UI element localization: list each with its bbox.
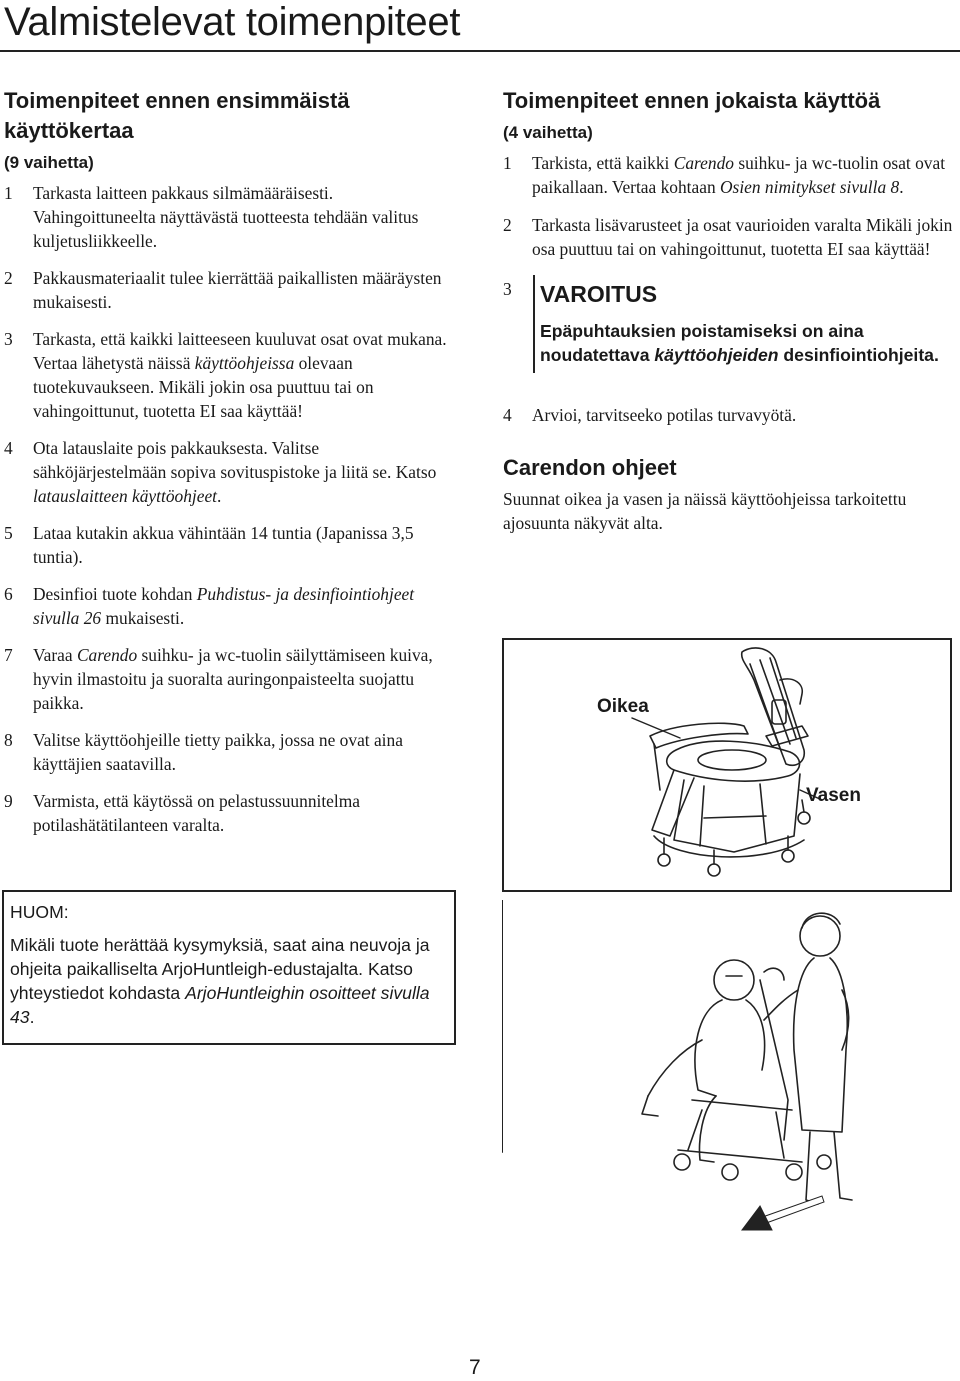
italic-ref: Carendo — [673, 153, 734, 173]
step-item — [4, 327, 456, 423]
step-text: Lataa kutakin akkua vähintään 14 tuntia (Japanissa 3,5 tuntia). — [33, 523, 414, 567]
step-number: 1 — [503, 153, 512, 173]
steps-count: (4 vaihetta) — [503, 123, 593, 142]
step-item — [4, 582, 456, 630]
step-number: 6 — [4, 584, 13, 604]
step-number: 2 — [503, 215, 512, 235]
step-item — [4, 521, 456, 569]
italic-ref: Osien nimitykset sivulla 8 — [720, 177, 900, 197]
caregiver-illustration — [502, 900, 952, 1238]
step-number: 4 — [503, 405, 512, 425]
italic-ref: Carendo — [76, 645, 138, 665]
warning-text: Epäpuhtauksien poistamiseksi on aina noudatettava käyttöohjeiden desinfiointiohjeita. — [540, 321, 939, 365]
page-number: 7 — [469, 1356, 481, 1379]
page-title: Valmistelevat toimenpiteet — [4, 0, 461, 44]
step-item — [4, 266, 456, 314]
italic-ref: käyttöohjeissa — [194, 353, 295, 373]
note-text: Mikäli tuote herättää kysymyksiä, saat aina neuvoja ja ohjeita paikalliselta ArjoHuntleigh-edustajalta. Katso yhteystiedot kohdasta ArjoHuntleighin osoitteet sivulla 43. — [10, 935, 430, 1027]
step-text: Tarkasta, että kaikki laitteeseen kuuluvat osat ovat mukana. Vertaa lähetystä näissä käyttöohjeissa olevaan tuotekuvaukseen. Mikäli jokin osa puuttuu tai on vahingoittunut, tuotetta EI saa käyttää! — [33, 329, 447, 421]
italic-ref: Puhdistus- ja desinfiointiohjeet sivulla 26 — [33, 584, 415, 628]
note-box — [2, 890, 456, 1045]
step-item — [503, 403, 955, 427]
step-text: Valitse käyttöohjeille tietty paikka, jossa ne ovat aina käyttäjien saatavilla. — [33, 730, 403, 774]
step-number: 3 — [503, 279, 512, 299]
caregiver-patient-illustration — [502, 900, 952, 1238]
italic-ref: käyttöohjeiden — [654, 345, 779, 365]
section-heading-first-use: Toimenpiteet ennen ensimmäistä käyttökertaa — [4, 88, 350, 143]
step-text: Varmista, että käytössä on pelastussuunnitelma potilashätätilanteen varalta. — [33, 791, 360, 835]
steps-count: (9 vaihetta) — [4, 153, 94, 172]
instructions-text: Suunnat oikea ja vasen ja näissä käyttöohjeissa tarkoitettu ajosuunta näkyvät alta. — [503, 489, 907, 533]
warning-box — [533, 275, 955, 373]
step-item-warning — [503, 275, 955, 373]
warning-title: VAROITUS — [540, 281, 658, 307]
step-number: 9 — [4, 791, 13, 811]
step-item — [503, 213, 955, 261]
step-number: 8 — [4, 730, 13, 750]
step-text: Pakkausmateriaalit tulee kierrättää paikallisten määräysten mukaisesti. — [33, 268, 442, 312]
italic-ref: ArjoHuntleighin osoitteet sivulla 43 — [10, 983, 430, 1027]
shower-chair-illustration — [504, 640, 950, 890]
italic-ref: latauslaitteen käyttöohjeet — [33, 486, 218, 506]
instructions-heading: Carendon ohjeet — [503, 455, 677, 480]
step-text: Tarkasta laitteen pakkaus silmämääräisesti. Vahingoittuneelta näyttävästä tuotteesta tehdään valitus kuljetusliikkeelle. — [33, 183, 419, 251]
step-text: Arvioi, tarvitseeko potilas turvavyötä. — [532, 405, 797, 425]
step-number: 2 — [4, 268, 13, 288]
step-text: Tarkista, että kaikki Carendo suihku- ja wc-tuolin osat ovat paikallaan. Vertaa kohtaan Osien nimitykset sivulla 8. — [532, 153, 946, 197]
title-divider — [0, 50, 960, 52]
step-item — [4, 643, 456, 715]
step-number: 4 — [4, 438, 13, 458]
step-number: 7 — [4, 645, 13, 665]
label-right: Oikea — [597, 696, 649, 717]
step-number: 3 — [4, 329, 13, 349]
right-column — [503, 86, 955, 535]
step-item — [4, 728, 456, 776]
step-number: 5 — [4, 523, 13, 543]
step-item — [4, 436, 456, 508]
chair-direction-figure — [502, 638, 952, 892]
step-text: Varaa Carendo suihku- ja wc-tuolin säilyttämiseen kuiva, hyvin ilmastoitu ja suoralta auringonpaisteelta suojattu paikka. — [33, 645, 433, 713]
step-number: 1 — [4, 183, 13, 203]
section-heading-each-use: Toimenpiteet ennen jokaista käyttöä — [503, 88, 881, 113]
step-text: Desinfioi tuote kohdan Puhdistus- ja desinfiointiohjeet sivulla 26 mukaisesti. — [33, 584, 415, 628]
step-text: Tarkasta lisävarusteet ja osat vaurioiden varalta Mikäli jokin osa puuttuu tai on vahingoittunut, tuotetta EI saa käyttää! — [532, 215, 953, 259]
note-title: HUOM: — [10, 902, 69, 922]
step-item — [4, 789, 456, 837]
step-item — [503, 151, 955, 199]
step-text: Ota latauslaite pois pakkauksesta. Valitse sähköjärjestelmään sopiva sovituspistoke ja liitä se. Katso latauslaitteen käyttöohjeet. — [33, 438, 437, 506]
step-item — [4, 181, 456, 253]
label-left: Vasen — [806, 785, 861, 806]
left-column — [4, 86, 456, 850]
